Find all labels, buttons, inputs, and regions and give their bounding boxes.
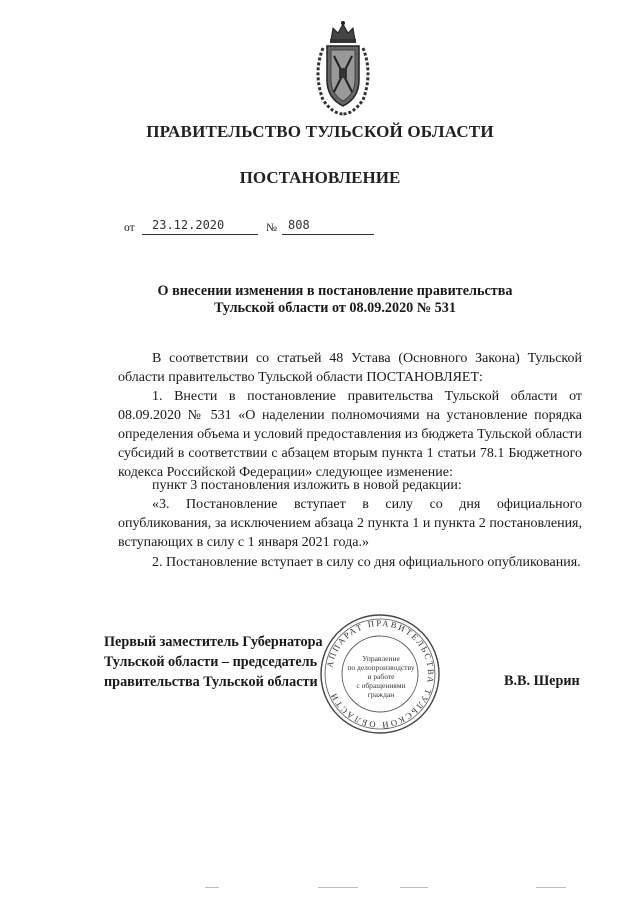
registration-row — [120, 218, 420, 240]
document-type: ПОСТАНОВЛЕНИЕ — [239, 168, 401, 187]
date-underline — [142, 234, 258, 235]
item-1-paragraph: 1. Внести в постановление правительства Тульской области от 08.09.2020 № 531 «О наделении полномочиями на установление порядка определения объема и условий предоставления из бюджета Тульской области субсидий в соответствии с абзацем вторым пункта 1 статьи 78.1 Бюджетного кодекса Российской Федерации» следующее изменение: — [118, 389, 582, 480]
signatory-line-3: правительства Тульской области — [104, 674, 318, 690]
scan-artifact — [536, 887, 566, 888]
document-subject — [100, 283, 570, 317]
item-1-subparagraph: пункт 3 постановления изложить в новой редакции: — [152, 478, 462, 493]
scan-artifact — [205, 887, 219, 888]
subject-line-1: О внесении изменения в постановление правительства — [157, 283, 513, 299]
signatory-title — [104, 632, 323, 692]
document-date: 23.12.2020 — [152, 218, 225, 232]
coat-of-arms-emblem — [309, 18, 377, 118]
stamp-line-2: по делопроизводству — [347, 663, 415, 672]
scan-artifact — [318, 887, 358, 888]
document-number: 808 — [288, 218, 310, 232]
date-label: от — [124, 222, 135, 234]
stamp-line-5: граждан — [367, 690, 395, 699]
scan-artifact — [400, 887, 428, 888]
stamp-line-1: Управление — [362, 654, 400, 663]
subject-line-2: Тульской области от 08.09.2020 № 531 — [214, 300, 456, 316]
signatory-line-2: Тульской области – председатель — [104, 654, 318, 670]
item-2-paragraph: 2. Постановление вступает в силу со дня официального опубликования. — [152, 555, 581, 570]
signatory-name: В.В. Шерин — [504, 673, 580, 689]
number-label: № — [266, 222, 277, 234]
number-underline — [282, 234, 374, 235]
stamp-line-3: и работе — [367, 672, 395, 681]
signatory-line-1: Первый заместитель Губернатора — [104, 634, 323, 650]
stamp-ring-text: АППАРАТ ПРАВИТЕЛЬСТВА ТУЛЬСКОЙ ОБЛАСТИ — [324, 617, 437, 731]
stamp-line-4: с обращениями — [356, 681, 406, 690]
preamble-paragraph: В соответствии со статьей 48 Устава (Основного Закона) Тульской области правительство Тульской области ПОСТАНОВЛЯЕТ: — [118, 351, 582, 385]
government-title: ПРАВИТЕЛЬСТВО ТУЛЬСКОЙ ОБЛАСТИ — [146, 122, 494, 141]
item-1-quote-paragraph: «3. Постановление вступает в силу со дня официального опубликования, за исключением абзаца 2 пункта 1 и пункта 2 постановления, вступающих в силу с 1 января 2021 года.» — [118, 497, 582, 550]
stamp-center-text — [340, 654, 422, 699]
